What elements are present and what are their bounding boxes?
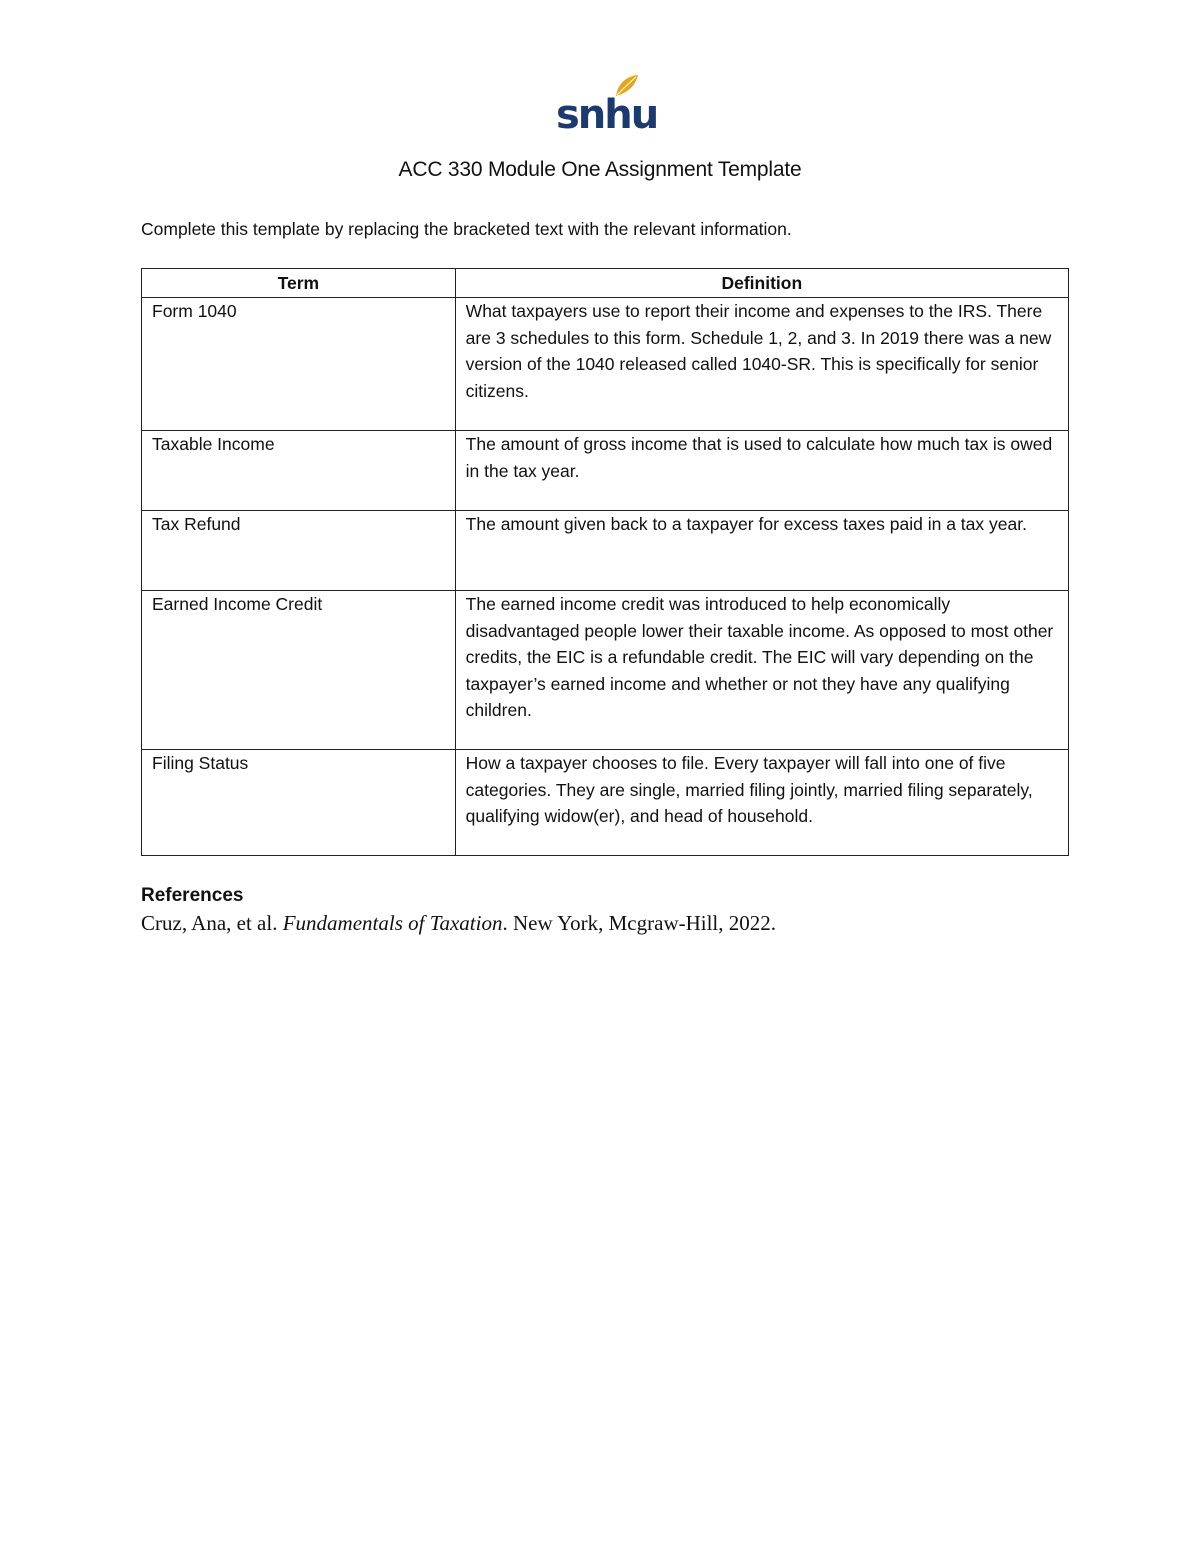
definition-cell: The earned income credit was introduced to help economically disadvantaged people lower their taxable income. As opposed to most other credits, the EIC is a refundable credit. The EIC will vary depending on the taxpayer’s earned income and whether or not they have any qualifying children.: [455, 591, 1068, 750]
citation-book-title: Fundamentals of Taxation: [282, 911, 503, 935]
definition-cell: The amount of gross income that is used to calculate how much tax is owed in the tax year.: [455, 431, 1068, 511]
table-header-row: [142, 269, 1069, 298]
snhu-logo: [554, 72, 658, 138]
table-row: [142, 591, 1069, 750]
snhu-logo-mark: [554, 72, 658, 138]
logo-wordmark: snhu: [556, 92, 658, 138]
term-cell: Earned Income Credit: [142, 591, 456, 750]
definition-column-header: Definition: [455, 269, 1068, 298]
term-cell: Tax Refund: [142, 511, 456, 591]
citation-publisher: . New York, Mcgraw-Hill, 2022.: [502, 911, 777, 935]
references-heading: References: [141, 885, 244, 906]
table-row: [142, 431, 1069, 511]
terms-table: [141, 268, 1069, 856]
term-column-header: Term: [142, 269, 456, 298]
term-cell: Form 1040: [142, 298, 456, 431]
term-cell: Filing Status: [142, 750, 456, 856]
definition-cell: How a taxpayer chooses to file. Every taxpayer will fall into one of five categories. They are single, married filing jointly, married filing separately, qualifying widow(er), and head of household.: [455, 750, 1068, 856]
reference-citation: [141, 911, 776, 936]
definition-cell: What taxpayers use to report their income and expenses to the IRS. There are 3 schedules to this form. Schedule 1, 2, and 3. In 2019 there was a new version of the 1040 released called 1040-SR. This is specifically for senior citizens.: [455, 298, 1068, 431]
instructions-text: Complete this template by replacing the bracketed text with the relevant information.: [141, 219, 792, 239]
table-row: [142, 750, 1069, 856]
table-row: [142, 298, 1069, 431]
table-row: [142, 511, 1069, 591]
term-cell: Taxable Income: [142, 431, 456, 511]
citation-authors: Cruz, Ana, et al.: [141, 911, 283, 935]
document-title: ACC 330 Module One Assignment Template: [398, 158, 802, 181]
definition-cell: The amount given back to a taxpayer for excess taxes paid in a tax year.: [455, 511, 1068, 591]
